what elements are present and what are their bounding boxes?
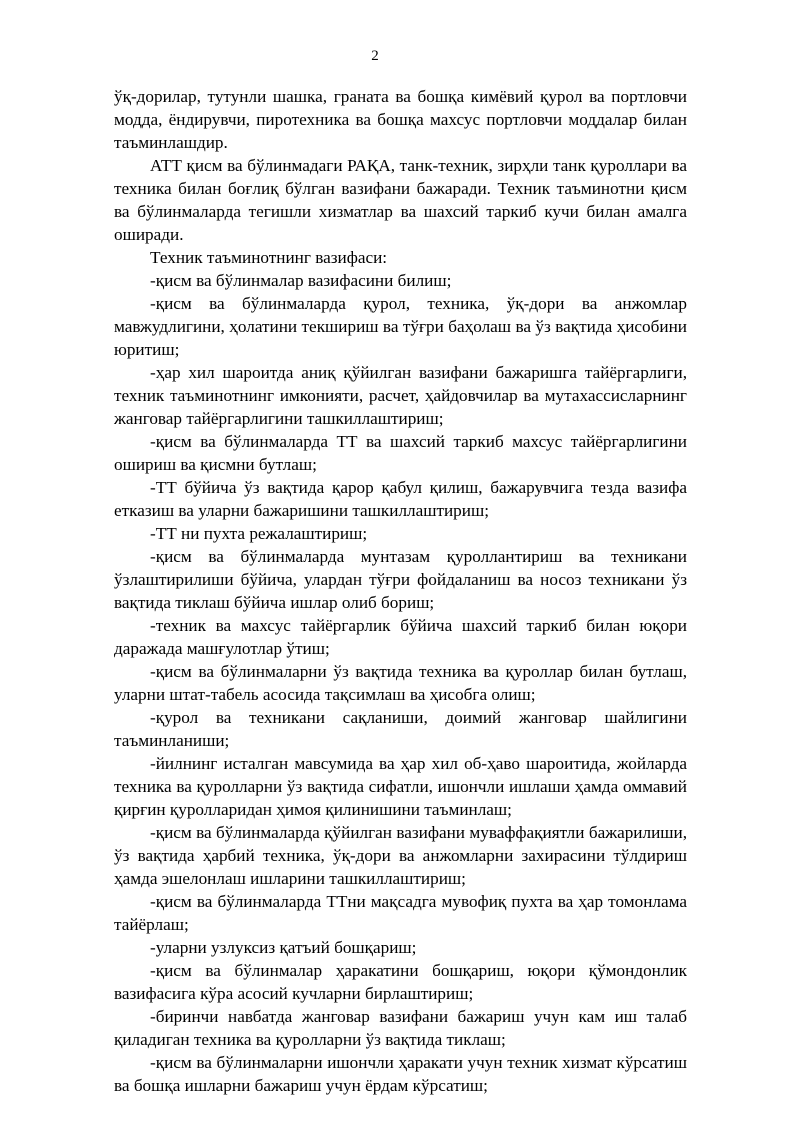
paragraph: -қисм ва бўлинмаларда мунтазам қуроллантириш ва техникани ўзлаштирилиши бўйича, улардан тўғри фойдаланиш ва носоз техникани ўз вақтида тиклаш бўйича ишлар олиб бориш;	[114, 547, 687, 612]
paragraph: -уларни узлуксиз қатъий бошқариш;	[150, 938, 417, 957]
paragraph: -қисм ва бўлинмаларда қўйилган вазифани муваффақиятли бажарилиши, ўз вақтида ҳарбий техника, ўқ-дори ва анжомларни захирасини тўлдириш ҳамда эшелонлаш ишларини ташкиллаштириш;	[114, 823, 687, 888]
paragraph: -ҳар хил шароитда аниқ қўйилган вазифани бажаришга тайёргарлиги, техник таъминотнинг имконияти, расчет, ҳайдовчилар ва мутахассисларнинг жанговар тайёргарлигини ташкиллаштириш;	[114, 363, 687, 428]
paragraph: -қисм ва бўлинмалар ҳаракатини бошқариш, юқори қўмондонлик вазифасига кўра асосий кучларни бирлаштириш;	[114, 961, 687, 1003]
page-number: 2	[371, 48, 379, 64]
paragraph: -қурол ва техникани сақланиши, доимий жанговар шайлигини таъминланиши;	[114, 708, 687, 750]
paragraph: -қисм ва бўлинмаларда ТТни мақсадга мувофиқ пухта ва ҳар томонлама тайёрлаш;	[114, 892, 687, 934]
paragraph: -ТТ бўйича ўз вақтида қарор қабул қилиш, бажарувчига тезда вазифа етказиш ва уларни бажаришини ташкиллаштириш;	[114, 478, 687, 520]
document-body	[114, 85, 687, 1097]
paragraph: -йилнинг исталган мавсумида ва ҳар хил об-ҳаво шароитида, жойларда техника ва қуролларни ўз вақтида сифатли, ишончли ишлаши ҳамда оммавий қирғин қуролларидан ҳимоя қилинишини таъминлаш;	[114, 754, 687, 819]
paragraph: ўқ-дорилар, тутунли шашка, граната ва бошқа кимёвий қурол ва портловчи модда, ёндирувчи, пиротехника ва бошқа махсус портловчи моддалар билан таъминлашдир.	[114, 87, 687, 152]
paragraph: -қисм ва бўлинмалар вазифасини билиш;	[150, 271, 452, 290]
paragraph: -қисм ва бўлинмаларни ишончли ҳаракати учун техник хизмат кўрсатиш ва бошқа ишларни бажариш учун ёрдам кўрсатиш;	[114, 1053, 687, 1095]
paragraph: Техник таъминотнинг вазифаси:	[150, 248, 388, 267]
paragraph: -қисм ва бўлинмаларда қурол, техника, ўқ-дори ва анжомлар мавжудлигини, ҳолатини текшириш ва тўғри баҳолаш ва ўз вақтида ҳисобини юритиш;	[114, 294, 687, 359]
paragraph: АТТ қисм ва бўлинмадаги РАҚА, танк-техник, зирҳли танк қуроллари ва техника билан боғлиқ бўлган вазифани бажаради. Техник таъминотни қисм ва бўлинмаларда тегишли хизматлар ва шахсий таркиб кучи билан амалга оширади.	[114, 156, 687, 244]
paragraph: -биринчи навбатда жанговар вазифани бажариш учун кам иш талаб қиладиган техника ва қуролларни ўз вақтида тиклаш;	[114, 1007, 687, 1049]
paragraph: -ТТ ни пухта режалаштириш;	[150, 524, 368, 543]
paragraph: -қисм ва бўлинмаларда ТТ ва шахсий таркиб махсус тайёргарлигини ошириш ва қисмни бутлаш;	[114, 432, 687, 474]
paragraph: -қисм ва бўлинмаларни ўз вақтида техника ва қуроллар билан бутлаш, уларни штат-табель асосида тақсимлаш ва ҳисобга олиш;	[114, 662, 687, 704]
paragraph: -техник ва махсус тайёргарлик бўйича шахсий таркиб билан юқори даражада машғулотлар ўтиш;	[114, 616, 687, 658]
